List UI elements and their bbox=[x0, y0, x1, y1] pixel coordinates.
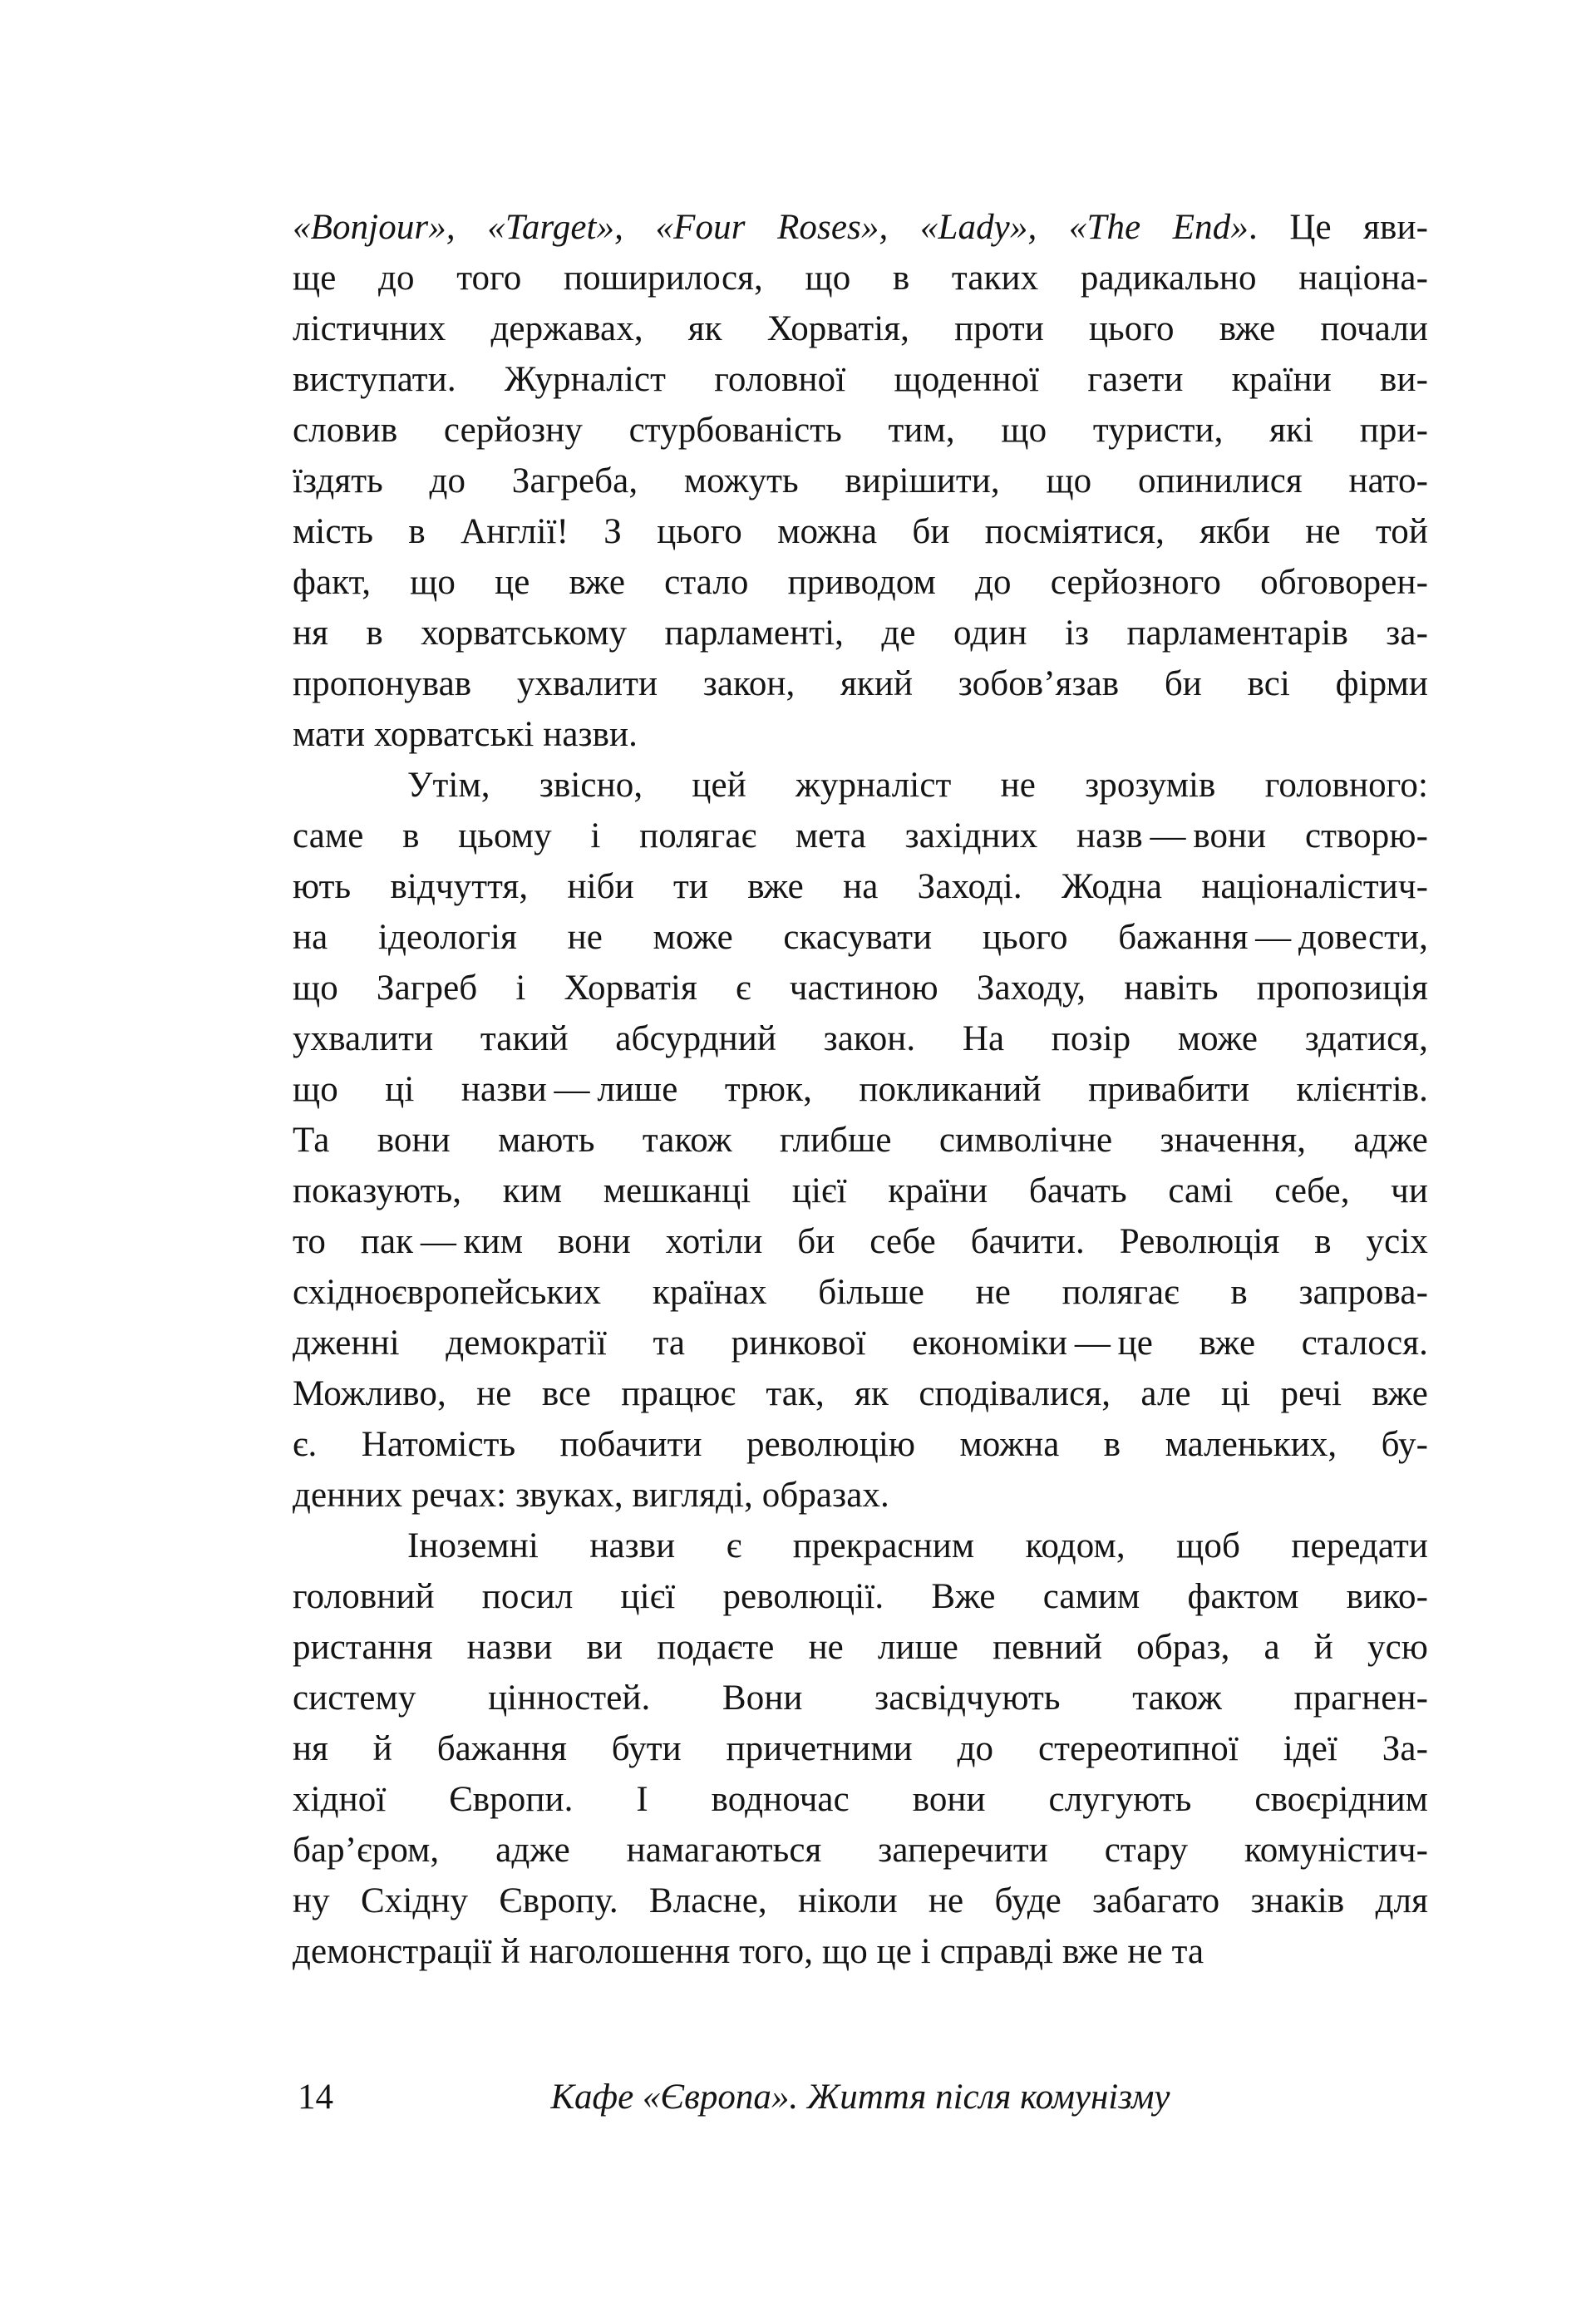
text-segment: ня й бажання бути причетними до стереотипної ідеї За- bbox=[293, 1729, 1428, 1768]
text-segment: східноєвропейських країнах більше не полягає в запрова- bbox=[293, 1273, 1428, 1312]
text-line bbox=[293, 1825, 1428, 1876]
text-line bbox=[293, 608, 1428, 658]
text-segment: денних речах: звуках, вигляді, образах. bbox=[293, 1476, 889, 1515]
text-line bbox=[293, 1368, 1428, 1419]
text-line bbox=[293, 1216, 1428, 1267]
text-segment: що ці назви — лише трюк, покликаний привабити клієнтів. bbox=[293, 1070, 1428, 1109]
text-segment: демонстрації й наголошення того, що це і справді вже не та bbox=[293, 1932, 1204, 1971]
text-line bbox=[293, 456, 1428, 506]
text-line bbox=[293, 811, 1428, 861]
text-line bbox=[293, 1673, 1428, 1723]
page-number: 14 bbox=[298, 2078, 333, 2117]
text-line bbox=[293, 1013, 1428, 1064]
text-line bbox=[293, 557, 1428, 608]
text-line bbox=[293, 1774, 1428, 1825]
text-line bbox=[293, 658, 1428, 709]
text-line bbox=[293, 405, 1428, 456]
text-segment: систему цінностей. Вони засвідчують також прагнен- bbox=[293, 1679, 1428, 1718]
text-segment: ють відчуття, ніби ти вже на Заході. Жодна націоналістич- bbox=[293, 867, 1428, 906]
text-segment: факт, що це вже стало приводом до серйозного обговорен- bbox=[293, 563, 1428, 602]
text-segment: саме в цьому і полягає мета західних назв — вони створю- bbox=[293, 816, 1428, 855]
text-line bbox=[293, 963, 1428, 1013]
text-segment: . Це яви- bbox=[1248, 208, 1428, 247]
text-segment: то пак — ким вони хотіли би себе бачити. Революція в усіх bbox=[293, 1222, 1428, 1261]
text-line bbox=[293, 912, 1428, 963]
italic-text-segment: «Bonjour», «Target», «Four Roses», «Lady», «The End» bbox=[293, 208, 1249, 247]
text-line bbox=[293, 1419, 1428, 1470]
text-segment: мати хорватські назви. bbox=[293, 715, 638, 754]
text-line bbox=[293, 1521, 1428, 1571]
text-segment: Можливо, не все працює так, як сподівалися, але ці речі вже bbox=[293, 1374, 1428, 1413]
text-segment: лістичних державах, як Хорватія, проти цього вже почали bbox=[293, 309, 1428, 348]
page-footer bbox=[293, 2072, 1428, 2125]
text-segment: їздять до Загреба, можуть вирішити, що опинилися нато- bbox=[293, 461, 1428, 500]
text-segment: головний посил цієї революції. Вже самим фактом вико- bbox=[293, 1577, 1428, 1616]
text-line bbox=[293, 354, 1428, 405]
text-segment: Іноземні назви є прекрасним кодом, щоб передати bbox=[407, 1526, 1428, 1565]
text-segment: словив серйозну стурбованість тим, що туристи, які при- bbox=[293, 411, 1428, 450]
text-line bbox=[293, 709, 1428, 760]
text-line bbox=[293, 1876, 1428, 1926]
text-segment: хідної Європи. І водночас вони слугують своєрідним bbox=[293, 1780, 1428, 1819]
text-line bbox=[293, 760, 1428, 811]
text-line bbox=[293, 253, 1428, 303]
text-line bbox=[293, 1571, 1428, 1622]
text-line bbox=[293, 1470, 1428, 1521]
text-segment: дженні демократії та ринкової економіки — це вже сталося. bbox=[293, 1324, 1428, 1363]
text-line bbox=[293, 506, 1428, 557]
text-segment: є. Натомість побачити революцію можна в маленьких, бу- bbox=[293, 1425, 1428, 1464]
text-segment: мість в Англії! З цього можна би посміятися, якби не той bbox=[293, 512, 1428, 551]
text-line bbox=[293, 303, 1428, 354]
text-segment: показують, ким мешканці цієї країни бачать самі себе, чи bbox=[293, 1171, 1428, 1210]
text-segment: виступати. Журналіст головної щоденної газети країни ви- bbox=[293, 360, 1428, 399]
text-segment: на ідеологія не може скасувати цього бажання — довести, bbox=[293, 918, 1428, 957]
text-segment: ще до того поширилося, що в таких радикально націона- bbox=[293, 259, 1428, 298]
text-segment: ну Східну Європу. Власне, ніколи не буде забагато знаків для bbox=[293, 1881, 1428, 1920]
text-segment: пропонував ухвалити закон, який зобов’язав би всі фірми bbox=[293, 664, 1428, 703]
text-segment: ристання назви ви подаєте не лише певний образ, а й усю bbox=[293, 1628, 1428, 1667]
text-line bbox=[293, 1318, 1428, 1368]
text-line bbox=[293, 861, 1428, 912]
text-line bbox=[293, 1622, 1428, 1673]
text-segment: ня в хорватському парламенті, де один із парламентарів за- bbox=[293, 614, 1428, 653]
body-text bbox=[293, 202, 1428, 1977]
text-line bbox=[293, 1267, 1428, 1318]
text-line bbox=[293, 1723, 1428, 1774]
running-head: Кафе «Європа». Життя після комунізму bbox=[550, 2078, 1170, 2117]
text-line bbox=[293, 1926, 1428, 1977]
text-line bbox=[293, 1115, 1428, 1166]
text-segment: бар’єром, адже намагаються заперечити стару комуністич- bbox=[293, 1831, 1428, 1870]
text-segment: Та вони мають також глибше символічне значення, адже bbox=[293, 1121, 1428, 1160]
text-segment: ухвалити такий абсурдний закон. На позір може здатися, bbox=[293, 1019, 1428, 1058]
text-line bbox=[293, 202, 1428, 253]
text-segment: що Загреб і Хорватія є частиною Заходу, навіть пропозиція bbox=[293, 969, 1428, 1008]
text-segment: Утім, звісно, цей журналіст не зрозумів головного: bbox=[407, 766, 1428, 805]
text-line bbox=[293, 1166, 1428, 1216]
text-line bbox=[293, 1064, 1428, 1115]
